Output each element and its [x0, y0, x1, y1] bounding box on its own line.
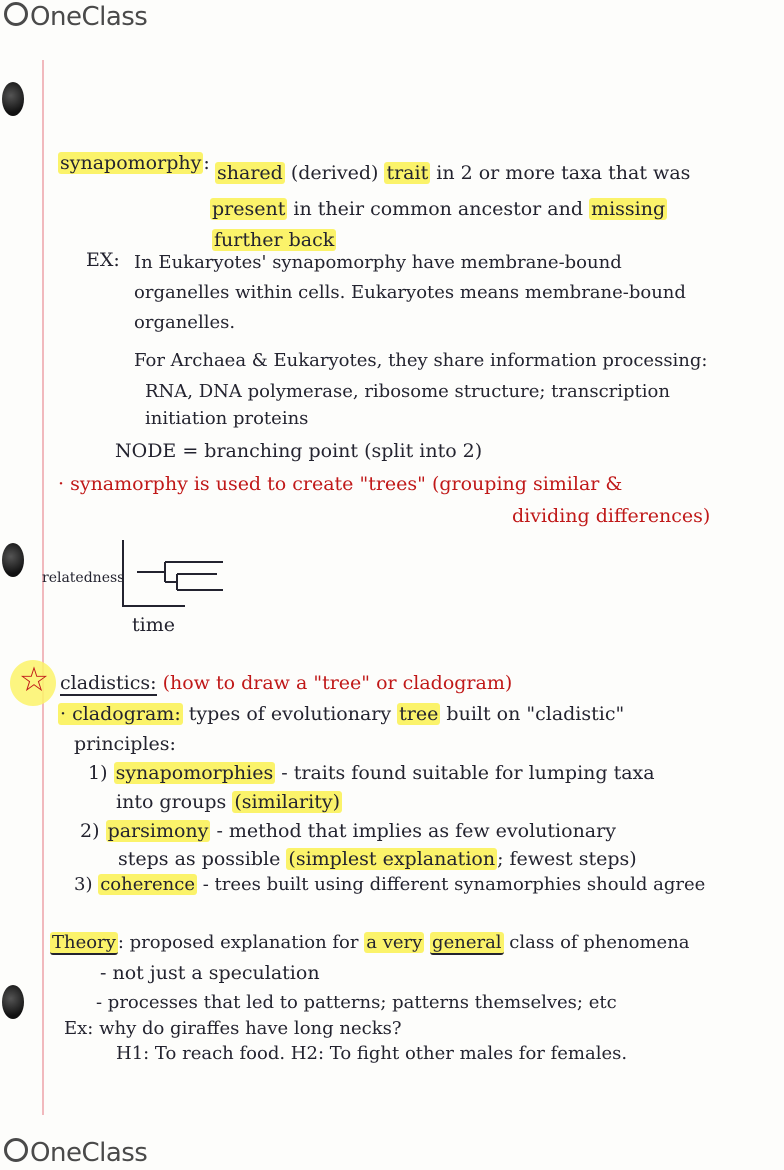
theory-hypotheses: H1: To reach food. H2: To fight other males for females.: [116, 1043, 628, 1064]
theory-bullet-2: - processes that led to patterns; patterns themselves; etc: [96, 992, 617, 1013]
principle-1-line2: into groups (similarity): [116, 791, 340, 813]
oneclass-logo-bottom: OneClass: [4, 1138, 147, 1168]
cladogram-definition-line1: · cladogram: types of evolutionary tree built on "cladistic": [60, 703, 625, 725]
example-label: EX:: [86, 249, 120, 271]
example-line4: For Archaea & Eukaryotes, they share information processing:: [134, 350, 708, 371]
example-line2: organelles within cells. Eukaryotes means membrane-bound: [134, 282, 686, 303]
margin-line: [42, 60, 44, 1115]
red-note-line2: dividing differences): [512, 505, 711, 527]
cladistics-heading: cladistics: (how to draw a "tree" or cladogram): [60, 672, 513, 694]
theory-bullet-1: - not just a speculation: [100, 962, 320, 984]
axis-label-relatedness: relatedness: [42, 570, 125, 586]
principles-label: principles:: [74, 733, 176, 755]
synapomorphy-heading: synapomorphy :: [60, 152, 210, 174]
example-line1: In Eukaryotes' synapomorphy have membrane-bound: [134, 252, 622, 273]
principle-2-line1: 2) parsimony - method that implies as few evolutionary: [80, 820, 616, 842]
theory-definition: Theory : proposed explanation for a very general class of phenomena: [52, 932, 690, 953]
synapomorphy-definition-line2: present in their common ancestor and missing: [212, 198, 666, 220]
axis-label-time: time: [132, 614, 175, 636]
binder-hole: [2, 82, 24, 116]
binder-hole: [2, 543, 24, 577]
red-note-line1: · synamorphy is used to create "trees" (grouping similar &: [58, 473, 623, 495]
principle-2-line2: steps as possible (simplest explanation ; fewest steps): [118, 848, 637, 870]
theory-example-question: Ex: why do giraffes have long necks?: [64, 1018, 402, 1039]
example-line3: organelles.: [134, 312, 236, 333]
star-icon: ☆: [18, 660, 50, 700]
oneclass-logo-top: OneClass: [4, 2, 147, 32]
binder-hole: [2, 985, 24, 1019]
synapomorphy-definition-line3: further back: [214, 229, 335, 251]
example-line6: initiation proteins: [145, 408, 309, 429]
cladogram-sketch: [115, 540, 235, 610]
principle-3: 3) coherence - trees built using different synamorphies should agree: [74, 874, 706, 895]
synapomorphy-definition-line1: shared (derived) trait in 2 or more taxa that was: [217, 162, 691, 184]
principle-1-line1: 1) synapomorphies - traits found suitable for lumping taxa: [88, 762, 655, 784]
example-line5: RNA, DNA polymerase, ribosome structure; transcription: [145, 381, 670, 402]
node-definition: NODE = branching point (split into 2): [115, 440, 483, 462]
